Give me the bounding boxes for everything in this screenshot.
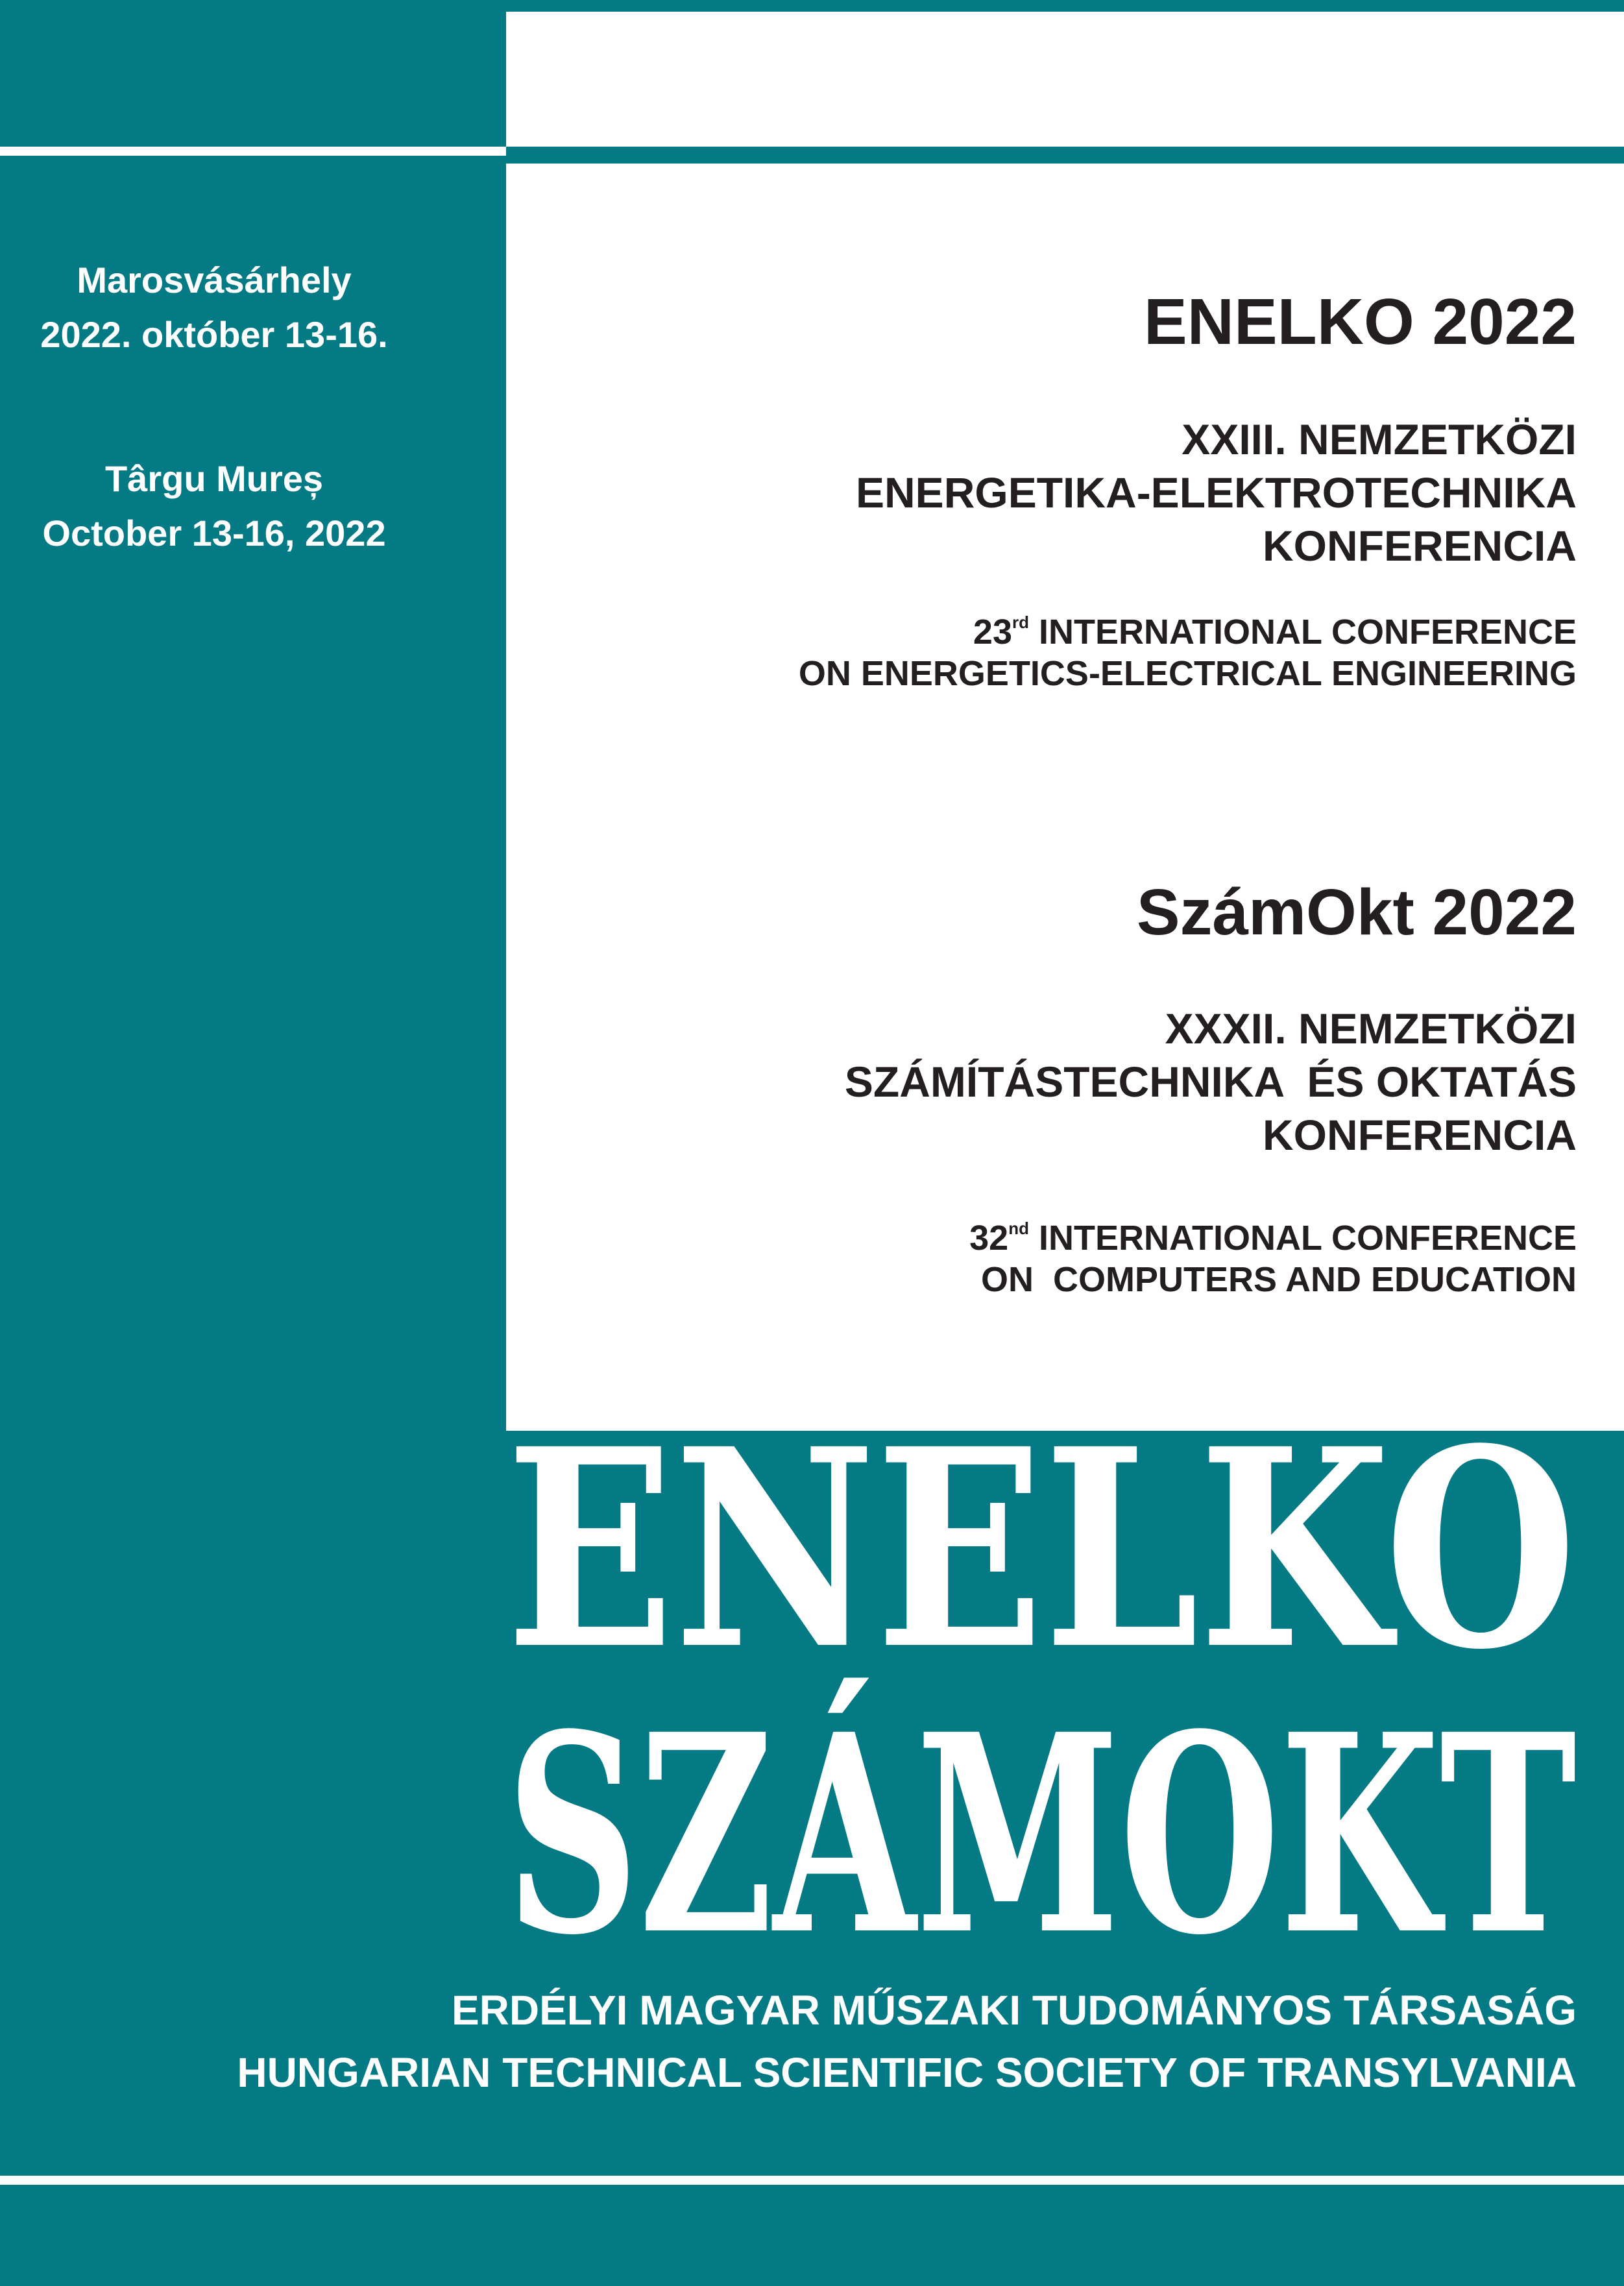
szamokt-logo-text: SZÁMOKT bbox=[506, 1675, 1577, 1995]
society-name-hungarian: ERDÉLYI MAGYAR MŰSZAKI TUDOMÁNYOS TÁRSASÁG bbox=[451, 1987, 1577, 2034]
enelko-hu-line-1: XXIII. NEMZETKÖZI bbox=[1182, 415, 1577, 463]
szamokt-hu-line-2: SZÁMÍTÁSTECHNIKA ÉS OKTATÁS bbox=[844, 1058, 1577, 1106]
enelko-logo-text: ENELKO bbox=[506, 1390, 1577, 1710]
english-date: October 13-16, 2022 bbox=[42, 513, 386, 553]
szamokt-hungarian-subtitle bbox=[845, 1002, 1577, 1161]
szamokt-en-line-1 bbox=[969, 1217, 1577, 1259]
szamokt-en-line-2: ON COMPUTERS AND EDUCATION bbox=[981, 1260, 1577, 1299]
szamokt-en-number: 32 bbox=[969, 1219, 1009, 1258]
enelko-hu-line-3: KONFERENCIA bbox=[1262, 522, 1577, 570]
bottom-rule bbox=[0, 2176, 1624, 2185]
top-white-box bbox=[506, 12, 1624, 147]
enelko-en-line-1 bbox=[799, 611, 1577, 653]
enelko-en-line-1-rest: INTERNATIONAL CONFERENCE bbox=[1028, 613, 1577, 651]
society-name-english: HUNGARIAN TECHNICAL SCIENTIFIC SOCIETY OF TRANSYLVANIA bbox=[237, 2049, 1577, 2096]
szamokt-hu-line-3: KONFERENCIA bbox=[1262, 1111, 1577, 1159]
szamokt-logo-wordmark bbox=[506, 1675, 1577, 1995]
english-city: Târgu Mureș bbox=[104, 458, 324, 499]
enelko-en-number: 23 bbox=[973, 613, 1012, 651]
szamokt-english-subtitle bbox=[969, 1217, 1577, 1300]
enelko-english-subtitle bbox=[799, 611, 1577, 694]
english-location-block bbox=[0, 452, 428, 561]
left-top-rule bbox=[0, 147, 506, 156]
szamokt-hu-line-1: XXXII. NEMZETKÖZI bbox=[1165, 1004, 1577, 1052]
szamokt-en-ordinal: nd bbox=[1008, 1219, 1029, 1238]
szamokt-en-line-1-rest: INTERNATIONAL CONFERENCE bbox=[1028, 1219, 1577, 1258]
szamokt-title: SzámOkt 2022 bbox=[1136, 876, 1577, 949]
enelko-en-line-2: ON ENERGETICS-ELECTRICAL ENGINEERING bbox=[798, 654, 1577, 693]
enelko-en-ordinal: rd bbox=[1012, 613, 1029, 632]
enelko-title: ENELKO 2022 bbox=[1144, 286, 1577, 358]
enelko-logo-wordmark bbox=[506, 1390, 1577, 1710]
hungarian-date: 2022. október 13-16. bbox=[40, 314, 388, 355]
enelko-hu-line-2: ENERGETIKA-ELEKTROTECHNIKA bbox=[855, 468, 1577, 517]
hungarian-city: Marosvásárhely bbox=[77, 260, 352, 300]
society-name-block bbox=[237, 1979, 1577, 2104]
enelko-hungarian-subtitle bbox=[856, 413, 1577, 572]
hungarian-location-block bbox=[0, 253, 428, 362]
